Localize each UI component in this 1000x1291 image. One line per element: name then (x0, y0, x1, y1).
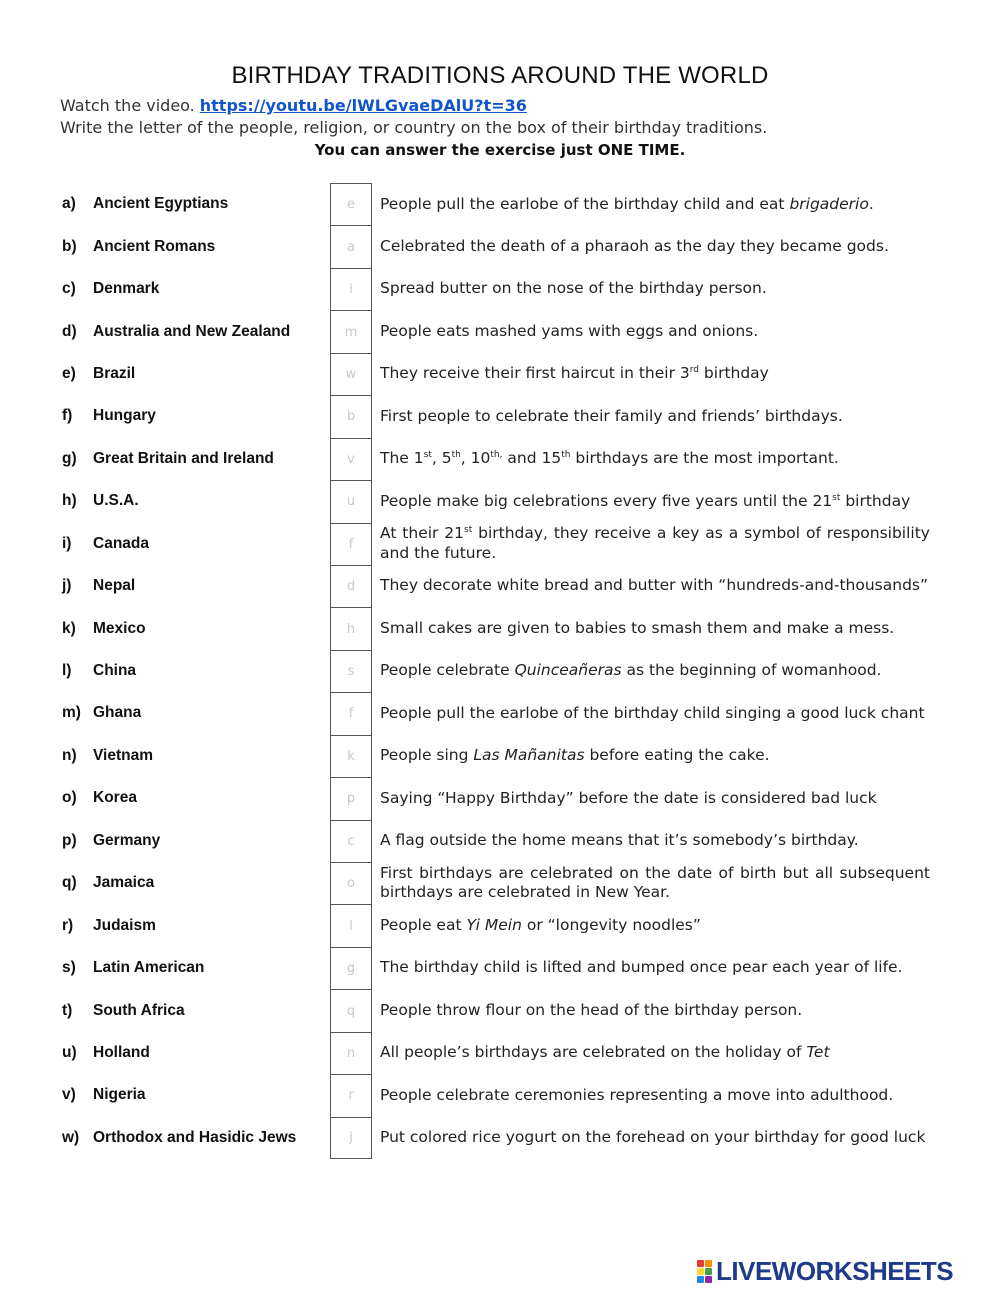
item-label (62, 650, 136, 692)
description-text: First people to celebrate their family and friends’ birthdays. (380, 406, 843, 425)
tradition-description (380, 607, 930, 649)
item-name: Ghana (93, 704, 142, 722)
one-time-notice: You can answer the exercise just ONE TIME. (314, 141, 686, 159)
item-name: Jamaica (93, 874, 155, 892)
exercise-row (0, 438, 1000, 480)
superscript: th (561, 450, 571, 460)
item-label (62, 692, 141, 734)
superscript: st (423, 450, 432, 460)
exercise-row (0, 268, 1000, 310)
exercise-row (0, 989, 1000, 1031)
description-text: People pull the earlobe of the birthday child singing a good luck chant (380, 703, 925, 722)
watch-instruction (60, 96, 527, 115)
answer-box[interactable]: p (330, 777, 372, 819)
tradition-description (380, 904, 930, 946)
tradition-description (380, 523, 930, 565)
tradition-description (380, 183, 930, 225)
tradition-description (380, 947, 930, 989)
item-letter: f) (62, 407, 73, 425)
item-name: Nigeria (93, 1086, 146, 1104)
description-text: and 15 (502, 449, 562, 468)
video-link[interactable]: https://youtu.be/lWLGvaeDAlU?t=36 (199, 96, 527, 115)
item-label (62, 523, 149, 565)
description-text: , 5 (431, 449, 452, 468)
description-text: Celebrated the death of a pharaoh as the day they became gods. (380, 236, 889, 255)
description-text: They receive their first haircut in their 3 (380, 364, 690, 383)
exercise-row (0, 820, 1000, 862)
exercise-row (0, 1074, 1000, 1116)
item-letter: r) (62, 916, 74, 934)
item-letter: u) (62, 1043, 77, 1061)
answer-box[interactable]: j (330, 1117, 372, 1159)
logo-tile (705, 1276, 712, 1283)
exercise-row (0, 692, 1000, 734)
italic-text: brigaderio (789, 194, 869, 213)
tradition-description (380, 1074, 930, 1116)
answer-box[interactable]: w (330, 353, 372, 395)
description-text: The birthday child is lifted and bumped once pear each year of life. (380, 958, 903, 977)
item-label (62, 1074, 146, 1116)
item-letter: t) (62, 1001, 73, 1019)
description-text: At their 21 (380, 524, 465, 543)
liveworksheets-logo-icon (697, 1260, 712, 1283)
italic-text: Quinceañeras (514, 661, 622, 680)
item-label (62, 480, 139, 522)
exercise-row (0, 1117, 1000, 1159)
item-name: Vietnam (93, 746, 154, 764)
matching-exercise (0, 183, 1000, 1159)
superscript: th, (490, 450, 503, 460)
exercise-row (0, 947, 1000, 989)
answer-box[interactable]: f (330, 692, 372, 734)
description-text: They decorate white bread and butter with “hundreds-and-thousands” (380, 576, 929, 595)
tradition-description (380, 862, 930, 904)
description-text: Put colored rice yogurt on the forehead on your birthday for good luck (380, 1128, 926, 1147)
item-name: Canada (93, 534, 149, 552)
item-letter: m) (62, 704, 81, 722)
answer-box[interactable]: o (330, 862, 372, 904)
item-name: Latin American (93, 959, 205, 977)
item-letter: d) (62, 322, 77, 340)
description-text: People eats mashed yams with eggs and onions. (380, 321, 759, 340)
description-text: Saying “Happy Birthday” before the date is considered bad luck (380, 788, 877, 807)
tradition-description (380, 268, 930, 310)
exercise-row (0, 904, 1000, 946)
item-letter: o) (62, 789, 77, 807)
description-text: The 1 (380, 449, 424, 468)
tradition-description (380, 1032, 930, 1074)
italic-text: Las Mañanitas (473, 746, 585, 765)
item-letter: e) (62, 364, 76, 382)
description-text: All people’s birthdays are celebrated on the holiday of (380, 1043, 807, 1062)
logo-tile (697, 1276, 704, 1283)
answer-box[interactable]: l (330, 904, 372, 946)
description-text: Spread butter on the nose of the birthday person. (380, 279, 767, 298)
item-letter: l) (62, 662, 72, 680)
item-letter: c) (62, 280, 76, 298)
item-name: Australia and New Zealand (93, 322, 291, 340)
tradition-description (380, 353, 930, 395)
italic-text: Yi Mein (466, 915, 522, 934)
tradition-description (380, 480, 930, 522)
superscript: rd (689, 365, 699, 376)
item-name: Great Britain and Ireland (93, 449, 274, 467)
exercise-row (0, 480, 1000, 522)
description-text: Small cakes are given to babies to smash them and make a mess. (380, 618, 895, 637)
item-label (62, 862, 154, 904)
item-letter: p) (62, 831, 77, 849)
item-name: Ancient Romans (93, 237, 216, 255)
description-text: People celebrate ceremonies representing a move into adulthood. (380, 1085, 894, 1104)
exercise-row (0, 565, 1000, 607)
item-letter: h) (62, 492, 77, 510)
exercise-row (0, 353, 1000, 395)
page-title: BIRTHDAY TRADITIONS AROUND THE WORLD (231, 62, 769, 89)
liveworksheets-wordmark: LIVEWORKSHEETS (716, 1256, 954, 1286)
watch-label: Watch the video. (60, 96, 195, 115)
item-label (62, 735, 153, 777)
description-text: or “longevity noodles” (521, 915, 701, 934)
description-text: People make big celebrations every five years until the 21 (380, 491, 833, 510)
tradition-description (380, 820, 930, 862)
item-name: Brazil (93, 364, 136, 382)
item-label (62, 310, 290, 352)
exercise-row (0, 225, 1000, 267)
tradition-description (380, 565, 930, 607)
tradition-description (380, 310, 930, 352)
item-name: Hungary (93, 407, 156, 425)
item-name: South Africa (93, 1001, 185, 1019)
description-text: People celebrate (380, 661, 515, 680)
description-text: . (868, 194, 874, 213)
item-label (62, 225, 215, 267)
item-label (62, 777, 137, 819)
exercise-row (0, 183, 1000, 225)
tradition-description (380, 650, 930, 692)
answer-box[interactable]: h (330, 607, 372, 649)
item-name: China (93, 662, 137, 680)
description-text: People sing (380, 746, 474, 765)
exercise-row (0, 650, 1000, 692)
item-label (62, 947, 204, 989)
description-text: People eat (380, 915, 467, 934)
superscript: th (451, 450, 461, 460)
item-letter: w) (62, 1128, 80, 1146)
item-label (62, 1117, 296, 1159)
tradition-description (380, 777, 930, 819)
description-text: People pull the earlobe of the birthday child and eat (380, 194, 790, 213)
answer-box[interactable]: v (330, 438, 372, 480)
item-label (62, 395, 156, 437)
answer-box[interactable]: d (330, 565, 372, 607)
item-label (62, 438, 274, 480)
answer-box[interactable]: g (330, 947, 372, 989)
answer-box[interactable]: e (330, 183, 372, 225)
item-name: Germany (93, 831, 161, 849)
description-text: as the beginning of womanhood. (621, 661, 882, 680)
item-name: Denmark (93, 280, 160, 298)
answer-box[interactable]: f (330, 523, 372, 565)
exercise-row (0, 310, 1000, 352)
description-text: , 10 (460, 449, 491, 468)
item-letter: n) (62, 746, 77, 764)
exercise-row (0, 523, 1000, 565)
tradition-description (380, 225, 930, 267)
logo-tile (705, 1260, 712, 1267)
exercise-row (0, 862, 1000, 904)
superscript: st (832, 492, 841, 503)
item-name: Ancient Egyptians (93, 195, 229, 213)
write-instruction: Write the letter of the people, religion, or country on the box of their birthday traditions. (60, 118, 768, 137)
tradition-description (380, 438, 930, 480)
tradition-description (380, 989, 930, 1031)
item-letter: g) (62, 449, 77, 467)
logo-tile (697, 1268, 704, 1275)
description-text: birthday (840, 491, 911, 510)
item-letter: q) (62, 874, 77, 892)
answer-box[interactable]: k (330, 735, 372, 777)
item-label (62, 989, 185, 1031)
answer-box[interactable]: u (330, 480, 372, 522)
description-text: People throw flour on the head of the birthday person. (380, 1000, 803, 1019)
answer-box[interactable]: c (330, 820, 372, 862)
item-name: Judaism (93, 916, 156, 934)
description-text: birthdays are the most important. (570, 449, 839, 468)
item-label (62, 820, 160, 862)
answer-box[interactable]: q (330, 989, 372, 1031)
exercise-row (0, 395, 1000, 437)
exercise-row (0, 607, 1000, 649)
item-label (62, 183, 228, 225)
item-letter: b) (62, 237, 77, 255)
answer-box[interactable]: r (330, 1074, 372, 1116)
tradition-description (380, 692, 930, 734)
liveworksheets-logo (697, 1256, 953, 1287)
item-letter: k) (62, 619, 76, 637)
item-label (62, 1032, 150, 1074)
description-text: A flag outside the home means that it’s somebody’s birthday. (380, 831, 859, 850)
item-letter: s) (62, 959, 76, 977)
item-name: Holland (93, 1043, 150, 1061)
exercise-row (0, 735, 1000, 777)
exercise-row (0, 777, 1000, 819)
item-label (62, 268, 159, 310)
item-label (62, 904, 156, 946)
answer-box[interactable]: b (330, 395, 372, 437)
answer-box[interactable]: m (330, 310, 372, 352)
answer-box[interactable]: i (330, 268, 372, 310)
exercise-row (0, 1032, 1000, 1074)
superscript: st (464, 525, 473, 536)
item-name: Nepal (93, 577, 136, 595)
item-letter: a) (62, 195, 76, 213)
item-label (62, 607, 146, 649)
logo-tile (697, 1260, 704, 1267)
item-name: Korea (93, 789, 137, 807)
tradition-description (380, 735, 930, 777)
item-label (62, 353, 135, 395)
description-text: before eating the cake. (584, 746, 770, 765)
item-letter: v) (62, 1086, 76, 1104)
logo-tile (705, 1268, 712, 1275)
item-name: U.S.A. (93, 492, 139, 510)
italic-text: Tet (806, 1043, 830, 1062)
item-letter: i) (62, 534, 72, 552)
answer-box[interactable]: a (330, 225, 372, 267)
answer-box[interactable]: s (330, 650, 372, 692)
tradition-description (380, 395, 930, 437)
answer-box[interactable]: n (330, 1032, 372, 1074)
description-text: First birthdays are celebrated on the date of birth but all subsequent birthdays are celebrated in New Year. (380, 863, 930, 902)
description-text: birthday (699, 364, 769, 383)
tradition-description (380, 1117, 930, 1159)
item-letter: j) (62, 577, 72, 595)
description-text: birthday, they receive a key as a symbol of responsibility and the future. (380, 524, 930, 562)
item-name: Orthodox and Hasidic Jews (93, 1128, 297, 1146)
item-label (62, 565, 135, 607)
item-name: Mexico (93, 619, 146, 637)
